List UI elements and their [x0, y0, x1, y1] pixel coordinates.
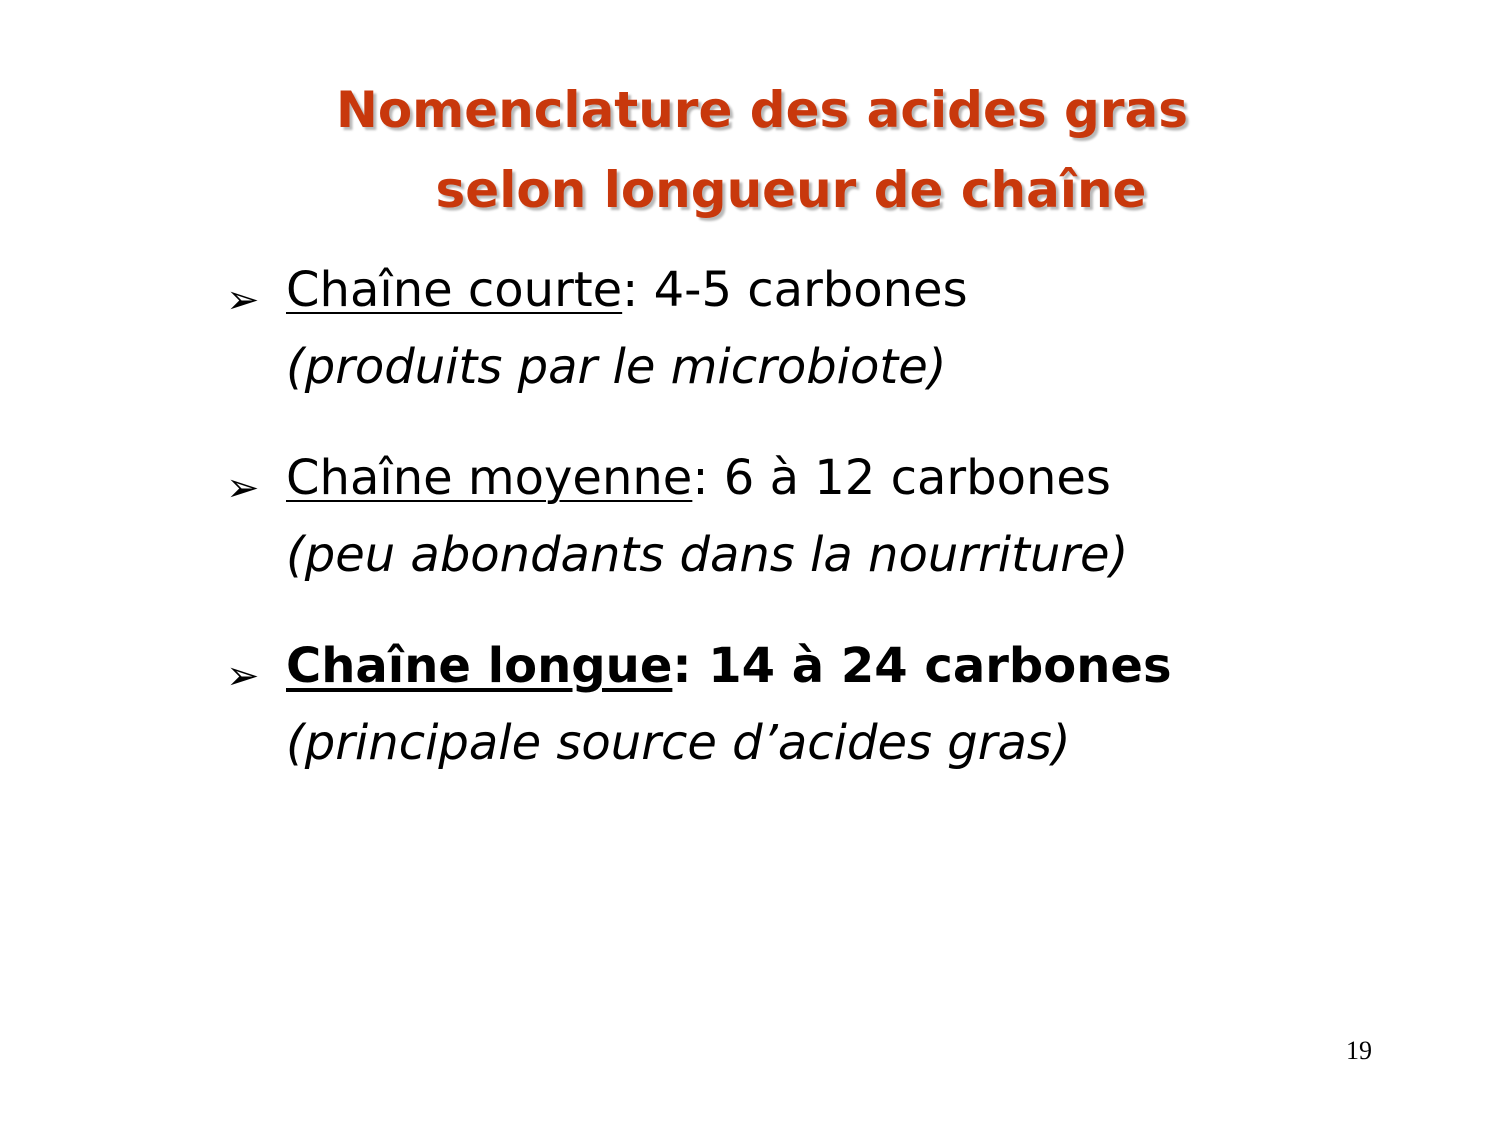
bullet-note: (produits par le microbiote) [286, 339, 947, 395]
page-number: 19 [1346, 1036, 1372, 1065]
bullet-heading [286, 628, 1426, 704]
bullet-value: : 4-5 carbones [622, 262, 968, 318]
bullet-term: Chaîne courte [286, 262, 623, 318]
bullet-item-short-chain [226, 252, 1426, 406]
arrowhead-bullet-icon: ➢ [226, 465, 260, 511]
bullet-note: (principale source d’acides gras) [286, 715, 1071, 771]
bullet-heading [286, 440, 1426, 516]
slide-title [0, 70, 1500, 230]
bullet-item-medium-chain [226, 440, 1426, 594]
bullet-value: : 6 à 12 carbones [692, 450, 1111, 506]
bullet-list [226, 252, 1426, 816]
title-line-2: selon longueur de chaîne [435, 161, 1147, 219]
arrowhead-bullet-icon: ➢ [226, 277, 260, 323]
arrowhead-bullet-icon: ➢ [226, 653, 260, 699]
bullet-note: (peu abondants dans la nourriture) [286, 527, 1129, 583]
bullet-heading [286, 252, 1426, 328]
bullet-term: Chaîne moyenne [286, 450, 693, 506]
bullet-term: Chaîne longue [286, 638, 673, 694]
bullet-item-long-chain [226, 628, 1426, 782]
bullet-value: : 14 à 24 carbones [672, 638, 1172, 694]
title-line-1: Nomenclature des acides gras [335, 81, 1188, 139]
